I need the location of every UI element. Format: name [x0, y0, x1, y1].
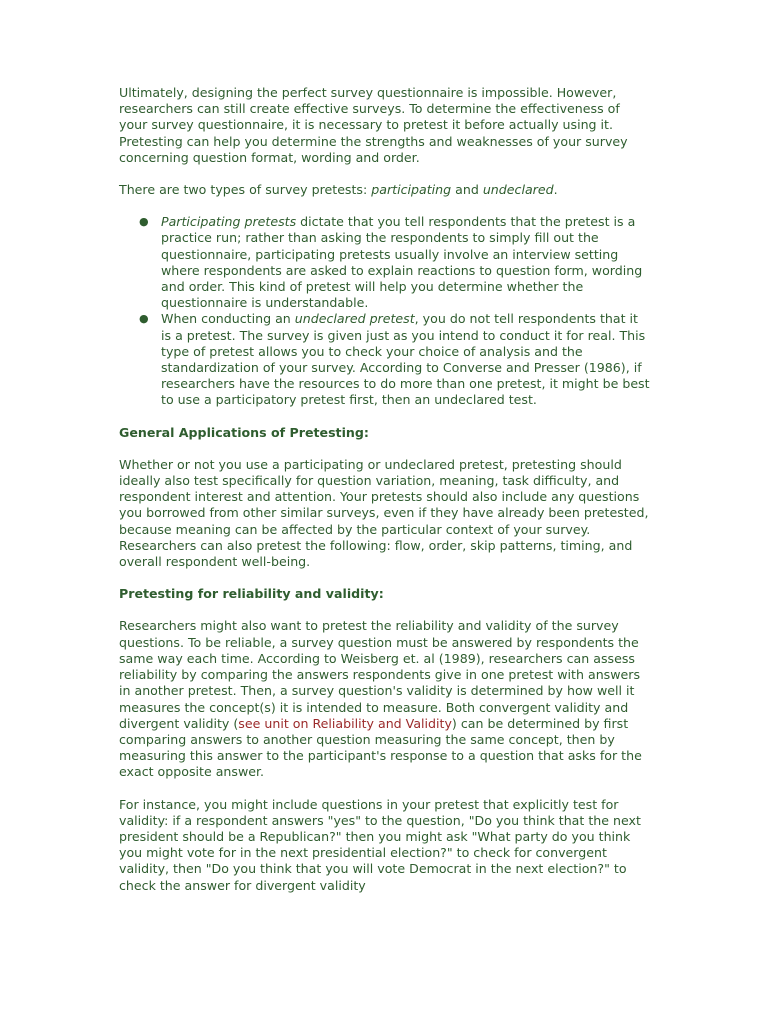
term-participating: participating [371, 182, 452, 198]
intro-paragraph: Ultimately, designing the perfect survey questionnaire is impossible. However, researchers can still create effective surveys. To determine the effectiveness of your survey questionnaire, it is necessary to pretest it before actually using it. Pretesting can help you determine the strengths and weaknesses of your survey concerning question format, wording and order. [119, 85, 628, 165]
reliability-validity-link[interactable]: see unit on Reliability and Validity [238, 715, 452, 731]
section-heading-reliability-validity: Pretesting for reliability and validity: [119, 586, 384, 602]
list-item-participating: ● Participating pretests dictate that you tell respondents that the pretest is a practice run; rather than asking the respondents to simply fill out the questionnaire, participating pretests usually involve an interview setting where respondents are asked to explain reactions to question form, wording and order. This kind of pretest will help you determine whether the questionnaire is understandable. [139, 214, 643, 311]
pretest-types-paragraph: There are two types of survey pretests: participating and undeclared. [119, 182, 558, 198]
pretest-types-list [119, 214, 651, 408]
list-item-undeclared: ● When conducting an undeclared pretest, you do not tell respondents that it is a pretest. The survey is given just as you intend to conduct it for real. This type of pretest allows you to check your choice of analysis and the standardization of your survey. According to Converse and Presser (1986), if researchers have the resources to do more than one pretest, it might be best to use a participatory pretest first, then an undeclared test. [139, 311, 650, 408]
reliability-validity-paragraph: Researchers might also want to pretest the reliability and validity of the survey questions. To be reliable, a survey question must be answered by respondents the same way each time. According to Weisberg et. al (1989), researchers can assess reliability by comparing the answers respondents give in one pretest with answers in another pretest. Then, a survey question's validity is determined by how well it measures the concept(s) it is intended to measure. Both convergent validity and divergent validity (see unit on Reliability and Validity) can be determined by first comparing answers to another question measuring the same concept, then by measuring this answer to the participant's response to a question that asks for the exact opposite answer. [119, 618, 642, 780]
document-body [119, 85, 651, 910]
term-undeclared: undeclared [482, 182, 554, 198]
general-applications-paragraph: Whether or not you use a participating or undeclared pretest, pretesting should ideally also test specifically for question variation, meaning, task difficulty, and respondent interest and attention. Your pretests should also include any questions you borrowed from other similar surveys, even if they have already been pretested, because meaning can be affected by the particular context of your survey. Researchers can also pretest the following: flow, order, skip patterns, timing, and overall respondent well-being. [119, 456, 649, 570]
validity-example-paragraph: For instance, you might include questions in your pretest that explicitly test for validity: if a respondent answers "yes" to the question, "Do you think that the next president should be a Republican?" then you might ask "What party do you think you might vote for in the next presidential election?" to check for convergent validity, then "Do you think that you will vote Democrat in the next election?" to check the answer for divergent validity [119, 796, 641, 893]
section-heading-general-applications: General Applications of Pretesting: [119, 424, 369, 440]
bullet-icon: ● [139, 215, 149, 229]
bullet-icon: ● [139, 312, 149, 326]
